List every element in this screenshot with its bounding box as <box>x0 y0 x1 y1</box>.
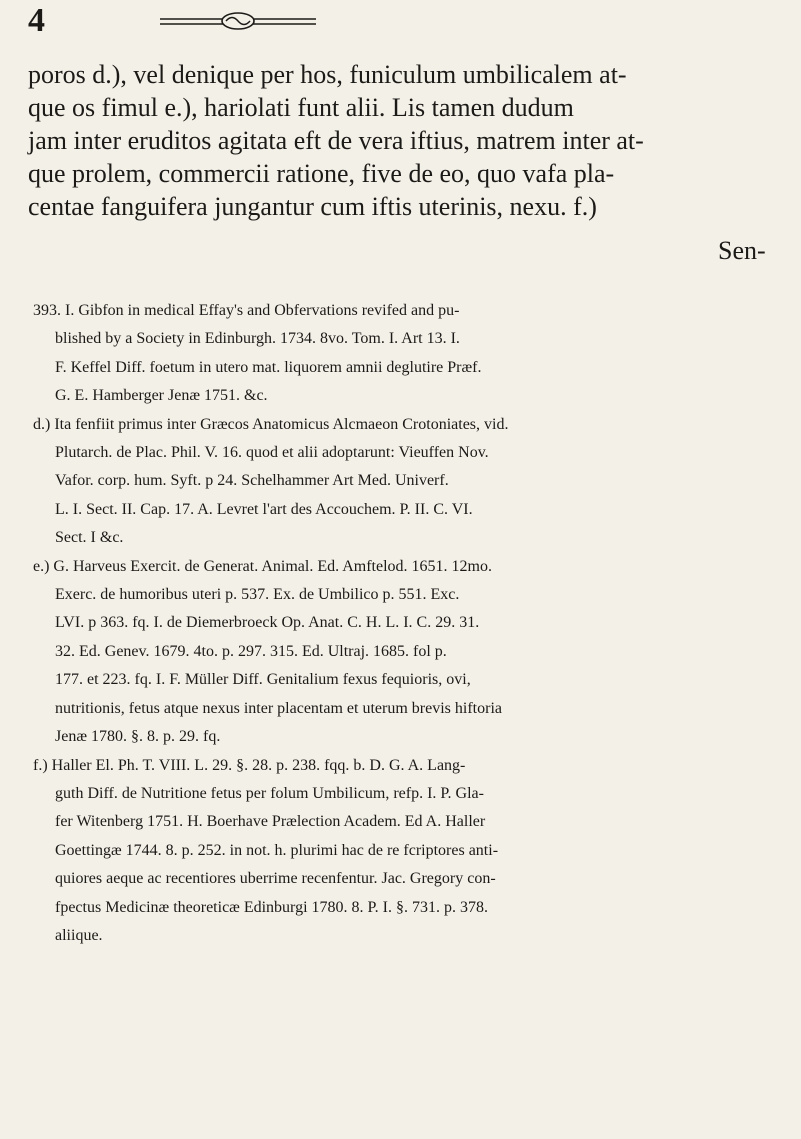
main-text-line: poros d.), vel denique per hos, funiculum umbilicalem at- <box>28 60 627 89</box>
footnote-line: fpectus Medicinæ theoreticæ Edinburgi 1780. 8. P. I. §. 731. p. 378. <box>55 898 488 916</box>
footnote-line: f.) Haller El. Ph. T. VIII. L. 29. §. 28. p. 238. fqq. b. D. G. A. Lang- <box>33 756 466 774</box>
footnote-line: guth Diff. de Nutritione fetus per folum Umbilicum, refp. I. P. Gla- <box>55 784 484 802</box>
catchword: Sen- <box>718 236 766 265</box>
footnote-line: nutritionis, fetus atque nexus inter placentam et uterum brevis hiftoria <box>55 699 502 717</box>
footnote-line: LVI. p 363. fq. I. de Diemerbroeck Op. Anat. C. H. L. I. C. 29. 31. <box>55 614 480 632</box>
page-number: 4 <box>28 2 45 39</box>
footnote-line: e.) G. Harveus Exercit. de Generat. Animal. Ed. Amftelod. 1651. 12mo. <box>33 557 492 575</box>
footnote-line: Sect. I &c. <box>55 529 124 547</box>
footnotes <box>33 297 768 950</box>
footnote-line: aliique. <box>55 926 103 944</box>
main-text-line: que prolem, commercii ratione, five de eo, quo vafa pla- <box>28 159 615 188</box>
main-text <box>28 58 768 223</box>
footnote-line: d.) Ita fenfiit primus inter Græcos Anatomicus Alcmaeon Crotoniates, vid. <box>33 415 509 433</box>
footnote-line: G. E. Hamberger Jenæ 1751. &c. <box>55 387 268 405</box>
footnote-line: L. I. Sect. II. Cap. 17. A. Levret l'art des Accouchem. P. II. C. VI. <box>55 500 473 518</box>
footnote-line: Vafor. corp. hum. Syft. p 24. Schelhammer Art Med. Univerf. <box>55 472 449 490</box>
footnote-line: Exerc. de humoribus uteri p. 537. Ex. de Umbilico p. 551. Exc. <box>55 586 460 604</box>
footnote-line: blished by a Society in Edinburgh. 1734. 8vo. Tom. I. Art 13. I. <box>55 330 460 348</box>
main-text-line: que os fimul e.), hariolati funt alii. Lis tamen dudum <box>28 93 574 122</box>
main-text-line: jam inter eruditos agitata eft de vera iftius, matrem inter at- <box>28 126 644 155</box>
printer-ornament-icon <box>158 6 318 36</box>
footnote-line: 393. I. Gibfon in medical Effay's and Obfervations revifed and pu- <box>33 302 460 319</box>
footnote-line: 177. et 223. fq. I. F. Müller Diff. Genitalium fexus fequioris, ovi, <box>55 671 471 689</box>
footnote-line: quiores aeque ac recentiores uberrime recenfentur. Jac. Gregory con- <box>55 870 496 888</box>
footnote-line: Plutarch. de Plac. Phil. V. 16. quod et alii adoptarunt: Vieuffen Nov. <box>55 444 489 462</box>
footnote-line: 32. Ed. Genev. 1679. 4to. p. 297. 315. Ed. Ultraj. 1685. fol p. <box>55 642 447 660</box>
footnote-line: Jenæ 1780. §. 8. p. 29. fq. <box>55 728 221 746</box>
footnote-line: fer Witenberg 1751. H. Boerhave Prælection Academ. Ed A. Haller <box>55 813 486 831</box>
footnote-line: Goettingæ 1744. 8. p. 252. in not. h. plurimi hac de re fcriptores anti- <box>55 841 499 859</box>
main-text-line: centae fanguifera jungantur cum iftis uterinis, nexu. f.) <box>28 192 597 221</box>
footnote-line: F. Keffel Diff. foetum in utero mat. liquorem amnii deglutire Præf. <box>55 358 482 376</box>
